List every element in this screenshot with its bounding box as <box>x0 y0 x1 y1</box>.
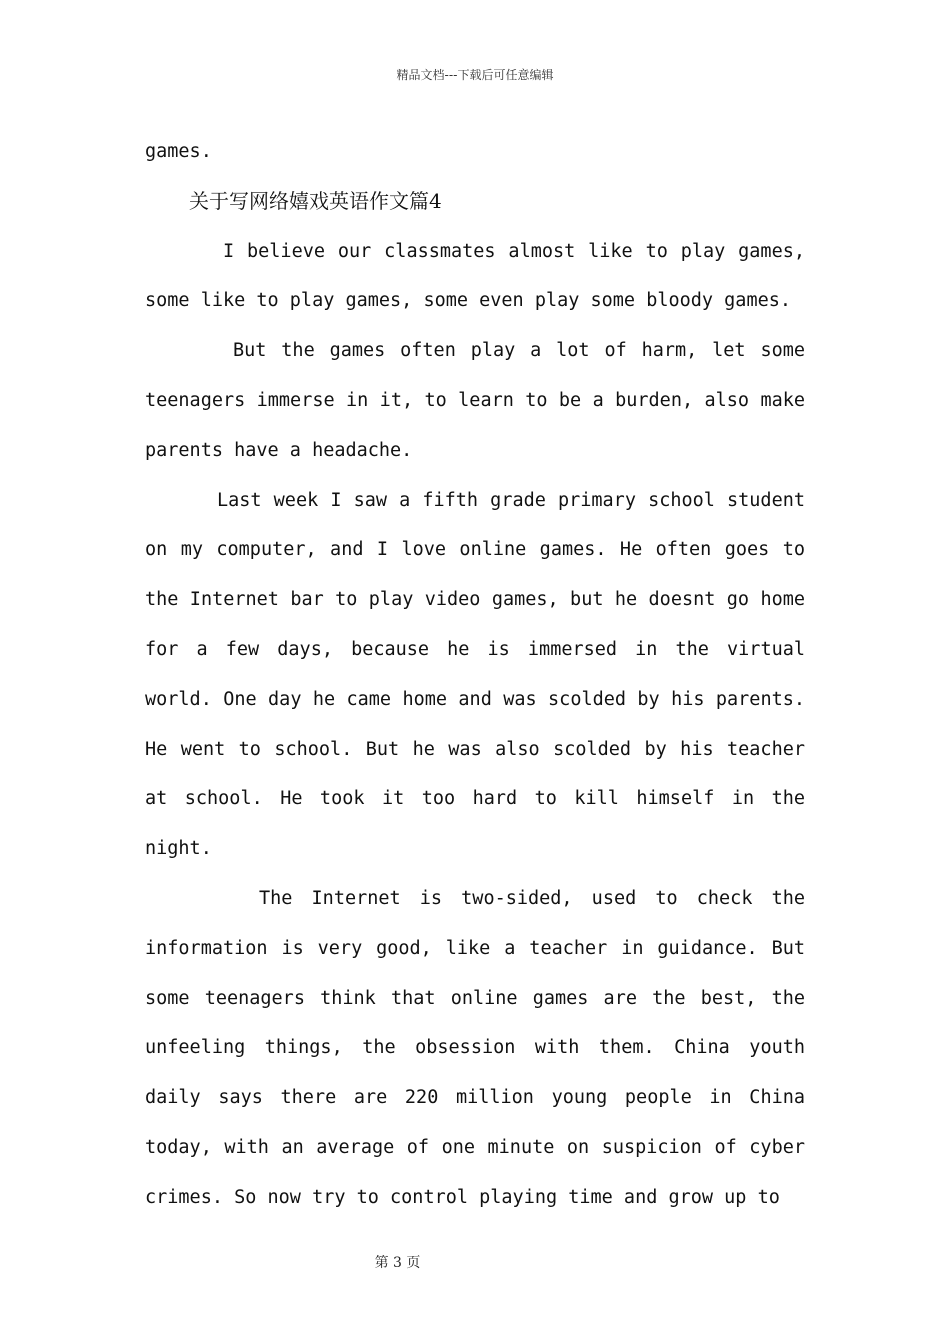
paragraph-3: Last week I saw a fifth grade primary school student on my computer, and I love online games. He often goes to the Internet bar to play video games, but he doesnt go home for a few days, because he is immersed in the virtual world. One day he came home and was scolded by his parents. He went to school. But he was also scolded by his teacher at school. He took it too hard to kill himself in the night. <box>145 489 805 860</box>
page-header: 精品文档---下载后可任意编辑 <box>396 68 554 82</box>
document-body <box>145 127 805 1223</box>
paragraph-2: But the games often play a lot of harm, let some teenagers immerse in it, to learn to be a burden, also make parents have a headache. <box>145 340 805 461</box>
lead-line: games. <box>145 141 212 162</box>
page-number: 第 3 页 <box>374 1255 421 1271</box>
paragraph-4: The Internet is two-sided, used to check the information is very good, like a teacher in guidance. But some teenagers think that online games are the best, the unfeeling things, the obsession with them. China youth daily says there are 220 million young people in China today, with an average of one minute on suspicion of cyber crimes. So now try to control playing time and grow up to <box>145 887 805 1208</box>
section-heading: 关于写网络嬉戏英语作文篇4 <box>189 188 442 213</box>
paragraph-1: I believe our classmates almost like to play games, some like to play games, some even play some bloody games. <box>145 240 805 312</box>
